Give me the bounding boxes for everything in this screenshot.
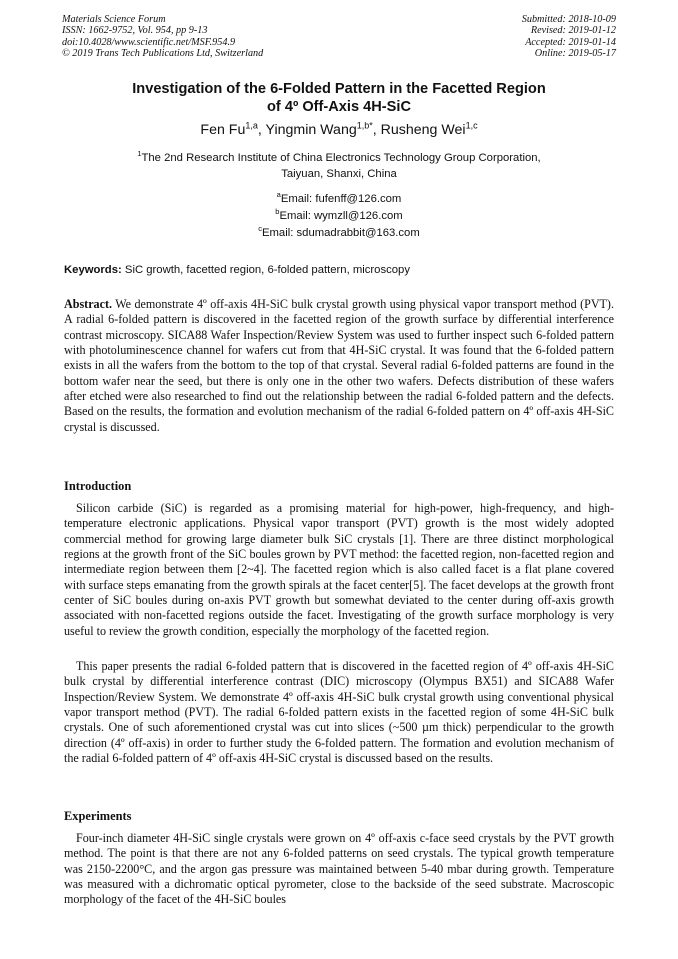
email-mark: a xyxy=(276,190,281,200)
doi-line: doi:10.4028/www.scientific.net/MSF.954.9 xyxy=(62,36,236,48)
email-link[interactable]: Email: fufenff@126.com xyxy=(280,193,402,205)
email-item xyxy=(60,225,618,242)
introduction-heading: Introduction xyxy=(64,479,132,493)
author-affiliation-mark: 1,b* xyxy=(356,120,373,131)
accepted-date: Accepted: 2019-01-14 xyxy=(525,36,616,48)
author-name: Yingmin Wang xyxy=(265,122,357,138)
email-mark: b xyxy=(275,207,280,217)
revised-date: Revised: 2019-01-12 xyxy=(530,25,616,37)
affiliation-line-2: Taiyuan, Shanxi, China xyxy=(281,168,397,180)
title-line-1: Investigation of the 6-Folded Pattern in the Facetted Region xyxy=(132,81,546,97)
publication-dates-block xyxy=(522,14,616,60)
journal-name: Materials Science Forum xyxy=(62,14,166,25)
author-list: Fen Fu$^{1,a}$, Yingmin Wang$^{1,b*}$, Rusheng Wei$^{1,c}$ xyxy=(200,120,478,138)
email-item xyxy=(60,191,618,208)
introduction-paragraph-1: Silicon carbide (SiC) is regarded as a promising material for high-power, high-frequency, and high-temperature electronic applications. Physical vapor transport (PVT) growth is the most widely adopted commercial method for growing large diameter bulk SiC crystals [1]. There are three distinct morphological regions at the growth front of the SiC boules grown by PVT method: the facetted region, non-facetted region and intermediate region between them [2~4]. The facetted region which is also called facet is a flat plane covered with surface steps emanating from the growth spirals at the facet center[5]. The facet develops at the growth front center of SiC boules during on-axis PVT growth but somewhat deviated to the center during off-axis growth associated with non-facetted regions outside the facet. Investigating of the growth surface morphology is very useful to review the growth condition, especially the morphology of the facetted region. xyxy=(64,501,614,638)
author-name: Rusheng Wei xyxy=(380,122,466,138)
experiments-paragraph-1: Four-inch diameter 4H-SiC single crystals were grown on 4º off-axis c-face seed crystals by the PVT growth method. The point is that there are not any 6-folded patterns on seed crystals. The typical growth temperature was 2150-2200°C, and the argon gas pressure was maintained between 5-40 mbar during growth. Temperature was measured with a dichromatic optical pyrometer, close to the backside of the seed substrate. Macroscopic morphology of the facet of the 4H-SiC boules xyxy=(64,831,614,907)
author-affiliation-mark: 1,c xyxy=(465,120,478,131)
author-name: Fen Fu xyxy=(200,122,246,138)
abstract xyxy=(64,297,614,435)
copyright-line: © 2019 Trans Tech Publications Ltd, Switzerland xyxy=(62,48,264,60)
email-item xyxy=(60,208,618,225)
email-mark: c xyxy=(258,224,262,234)
affiliation xyxy=(60,150,618,182)
submitted-date: Submitted: 2018-10-09 xyxy=(521,14,616,25)
email-list xyxy=(60,191,618,242)
online-date: Online: 2019-05-17 xyxy=(534,48,616,60)
issn-line: ISSN: 1662-9752, Vol. 954, pp 9-13 xyxy=(62,25,208,37)
introduction-paragraph-2: This paper presents the radial 6-folded pattern that is discovered in the facetted region of 4º off-axis 4H-SiC bulk crystal by differential interference contrast (DIC) microscopy (Olympus BX51) and SICA88 Wafer Inspection/Review System. We demonstrate 4º off-axis 4H-SiC bulk crystal growth using conventional physical vapor transport method (PVT). The radial 6-folded pattern exists in the facetted region of some 4H-SiC bulk crystals. One of such aforementioned crystal was cut into slices (~500 µm thick) perpendicular to the growth direction (4º off-axis) in order to further study the 6-folded pattern. The formation and evolution mechanism of the radial 6-folded pattern of 4º off-axis 4H-SiC crystal is discussed based on the results. xyxy=(64,659,614,766)
title-line-2: of 4º Off-Axis 4H-SiC xyxy=(267,99,411,115)
journal-info-block xyxy=(62,14,263,60)
affiliation-mark: 1 xyxy=(137,149,142,159)
email-link[interactable]: Email: wymzll@126.com xyxy=(279,210,403,222)
affiliation-line-1: The 2nd Research Institute of China Electronics Technology Group Corporation, xyxy=(141,152,541,164)
abstract-label: Abstract. xyxy=(64,297,113,311)
experiments-heading: Experiments xyxy=(64,809,132,823)
keywords xyxy=(64,263,614,277)
keywords-text: SiC growth, facetted region, 6-folded pattern, microscopy xyxy=(121,264,410,276)
author-affiliation-mark: 1,a xyxy=(245,120,258,131)
keywords-label: Keywords: xyxy=(64,264,122,276)
email-link[interactable]: Email: sdumadrabbit@163.com xyxy=(261,227,420,239)
abstract-text: We demonstrate 4º off-axis 4H-SiC bulk crystal growth using physical vapor transport method (PVT). A radial 6-folded pattern is discovered in the facetted region of the growth surface by differential interference contrast microscopy. SICA88 Wafer Inspection/Review System was used to further inspect such 6-folded pattern with photoluminescence channel for wafers cut from that 4H-SiC crystal. It was found that the 6-folded pattern exists in all the wafers from the bottom to the top of that crystal. Several radial 6-folded patterns are found in the bottom wafer near the seed, but there is only one in the other two wafers. Defects distribution of these wafers after etched were also researched to find out the relationship between the radial 6-folded pattern and the defects. Based on the results, the formation and evolution mechanism of the radial 6-folded pattern on 4º off-axis 4H-SiC crystal is discussed. xyxy=(64,297,614,434)
paper-title xyxy=(70,80,608,116)
